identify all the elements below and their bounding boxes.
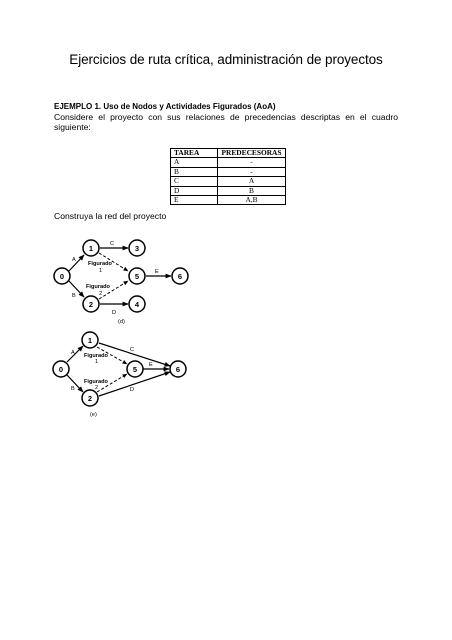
activity-c-label: C — [110, 241, 115, 247]
activity-d-label: D — [112, 310, 117, 316]
node-2-label: 2 — [88, 300, 94, 309]
dummy-1-number: 1 — [95, 359, 99, 365]
column-header-predecessors: PREDECESORAS — [218, 149, 286, 158]
activity-a-label: A — [72, 257, 76, 263]
dummy-1-label: Figurado — [84, 353, 108, 359]
activity-d-label: D — [130, 387, 135, 393]
node-3-label: 3 — [134, 244, 140, 253]
network-e-labels — [59, 336, 180, 418]
activity-a-label: A — [71, 350, 75, 356]
network-d — [54, 240, 188, 312]
caption-e: (e) — [90, 412, 97, 418]
node-6-label: 6 — [175, 365, 181, 374]
node-0-label: 0 — [59, 272, 65, 281]
example-heading: EJEMPLO 1. Uso de Nodos y Actividades Figurados (AoA) — [54, 102, 276, 111]
node-0-label: 0 — [58, 365, 64, 374]
node-5-label: 5 — [134, 272, 140, 281]
dummy-2-label: Figurado — [84, 379, 108, 385]
activity-c-label: C — [130, 347, 135, 353]
activity-b-label: B — [71, 386, 75, 392]
instruction-text: Construya la red del proyecto — [54, 211, 167, 221]
predecessor-cell: A,B — [218, 196, 286, 205]
task-cell: A — [171, 158, 218, 167]
predecessor-cell: - — [218, 158, 286, 167]
page-title: Ejercicios de ruta crítica, administración de proyectos — [69, 52, 383, 67]
node-6-label: 6 — [177, 272, 183, 281]
network-e — [53, 332, 186, 406]
node-1-label: 1 — [87, 336, 93, 345]
dummy-2-label: Figurado — [86, 284, 110, 290]
activity-e-label: E — [155, 269, 159, 275]
predecessor-cell: - — [218, 167, 286, 176]
dummy-2-number: 2 — [99, 291, 103, 297]
column-header-task: TAREA — [171, 149, 218, 158]
task-cell: D — [171, 186, 218, 195]
activity-b-label: B — [72, 293, 76, 299]
task-cell: E — [171, 196, 218, 205]
arrow-activity-b — [67, 375, 83, 392]
node-2-label: 2 — [87, 394, 93, 403]
node-5-label: 5 — [132, 365, 138, 374]
node-4-label: 4 — [134, 300, 140, 309]
activity-e-label: E — [149, 362, 153, 368]
network-d-labels — [60, 241, 182, 325]
task-cell: C — [171, 177, 218, 186]
arrow-activity-a — [67, 346, 83, 362]
caption-d: (d) — [118, 319, 125, 325]
dummy-1-number: 1 — [99, 268, 103, 274]
predecessor-cell: A — [218, 177, 286, 186]
dummy-1-label: Figurado — [88, 261, 112, 267]
intro-paragraph: Considere el proyecto con sus relaciones de precedencias descriptas en el cuadro siguiente: — [54, 112, 398, 133]
node-1-label: 1 — [88, 244, 94, 253]
task-cell: B — [171, 167, 218, 176]
dummy-2-number: 2 — [95, 385, 99, 391]
predecessor-cell: B — [218, 186, 286, 195]
